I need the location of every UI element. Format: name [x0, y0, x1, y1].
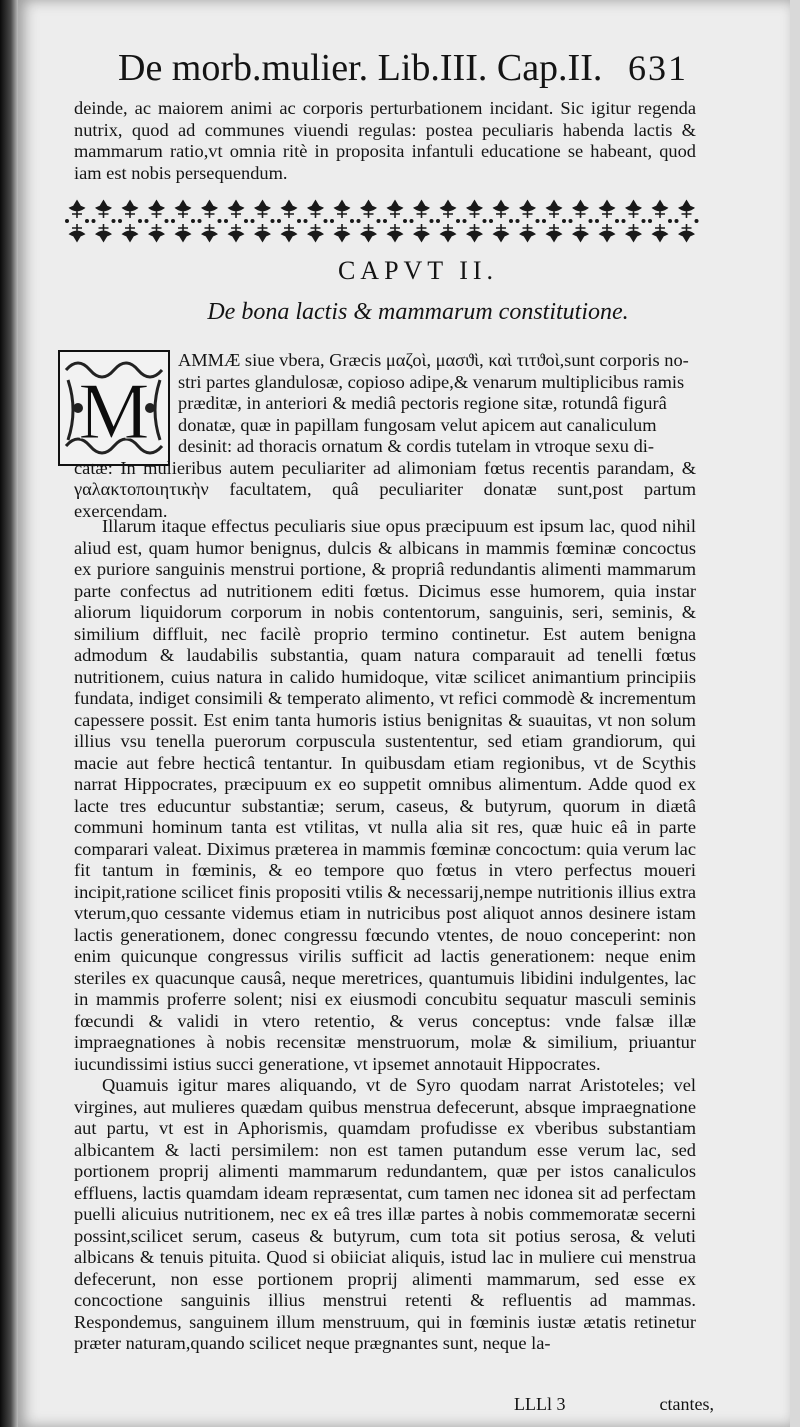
page-number: 631 [628, 48, 688, 88]
intro-paragraph: deinde, ac maiorem animi ac corporis perturbationem incidant. Sic igitur regenda nutrix, quod ad communes viuendi regulas: postea peculiaris habenda lactis & mammarum ratio,vt omnia ritè in proposita infantuli educatione se habeant, quod iam est nobis persequendum. [74, 98, 696, 183]
chapter-subtitle: De bona lactis & mammarum constitutione. [207, 299, 629, 325]
paragraph-1-continuation: catæ: In mulieribus autem peculiariter ad alimoniam fœtus recentis parandam, & γαλακτοποιητικὴν facultatem, quâ peculiariter donatæ sunt,post partum exercendam. [74, 457, 696, 521]
paragraph-1-line-3: præditæ, in anteriori & mediâ pectoris regione sitæ, rotundâ figurâ [178, 393, 667, 413]
paragraph-1-line-1: AMMÆ siue vbera, Græcis μαζοὶ, μασϑὶ, καὶ τιτϑοὶ,sunt corporis no- [178, 350, 689, 370]
drop-cap-letter: M [78, 368, 150, 456]
intro-paragraph-block [74, 98, 696, 184]
catchword: ctantes, [659, 1394, 714, 1414]
book-page [18, 0, 790, 1427]
paragraph-1 [74, 350, 696, 522]
paragraph-3: Quamuis igitur mares aliquando, vt de Syro quodam narrat Aristoteles; vel virgines, aut mulieres quædam quibus menstrua defecerunt, absque impraegnatione aut partu, vt est in Aphorismis, quamdam profudisse ex vberibus substantiam albicantem & lacti persimilem: non est tamen putandum esse verum lac, sed portionem proprij alimenti mammarum redundantem, quæ per istos canaliculos effluens, lactis quamdam ideam repræsentat, cum tamen nec idonea sit ad perfectam puelli alicuius nutritionem, nec ex eâ tres illæ partes à nobis commemoratæ secerni possint,scilicet serum, caseus & butyrum, cum tota sit potius serosa, & veluti albicans & tenuis pituita. Quod si obiiciat aliquis, istud lac in muliere cui menstrua defecerunt, non esse portionem proprij alimenti mammarum, sed esse ex concoctione sanguinis illius menstrui retenti & refluentis ad mammas. Respondemus, sanguinem illum menstruum, qui in fœminis iustæ ætatis retinetur præter naturam,quando scilicet neque prægnantes sunt, neque la- [74, 1075, 696, 1353]
fleuron-ornament-band [64, 198, 700, 244]
paragraph-1-line-4: donatæ, quæ in papillam fungosam velut apicem aut canaliculum [178, 414, 657, 435]
running-head [118, 46, 688, 96]
paragraph-1-line-2: stri partes glandulosæ, copioso adipe,& venarum multiplicibus ramis [178, 371, 685, 392]
signature-mark: LLLl 3 [514, 1394, 566, 1414]
binding-gutter [0, 0, 18, 1427]
paragraph-2: Illarum itaque effectus peculiaris siue opus præcipuum est ipsum lac, quod nihil aliud est, quam humor benignus, dulcis & albicans in mammis fœminæ concoctus ex puriore sanguinis menstrui portione, & propriâ redundantis alimenti mammarum parte confectus ad nutritionem editi fœtus. Dicimus esse humorem, quia instar aliorum liquidorum corporum in nobis contentorum, sanguinis, seri, seminis, & similium diffluit, nec facilè proprio termino continetur. Est autem benigna admodum & laudabilis substantia, quam natura comparauit ad tenelli fœtus nutritionem, cuius natura in calido humidoque, vitæ scilicet animantium principiis fundata, indiget consimili & temperato alimento, vt refici commodè & incrementum capessere possit. Est enim tanta humoris istius benignitas & suauitas, vt non solum illius vsu tenella puerorum corpuscula sustententur, sed etiam grandiorum, qui macie aut febre hecticâ tentantur. In quibusdam etiam regionibus, vt de Scythis narrat Hippocrates, præcipuum ex eo suppetit omnibus alimentum. Adde quod ex lacte tres educuntur substantiæ; serum, caseus, & butyrum, quorum in diætâ communi hominum tanta est vtilitas, vt nulla alia sit res, quæ huic eâ in parte comparari valeat. Diximus præterea in mammis fœminæ concoctum: quia verum lac fit tantum in fœminis, & eo tempore quo fœtus in vtero perfectus moueri incipit,ratione scilicet finis propositi vtilis & necessarij,nempe nutritionis illius extra vterum,quo cessante videmus etiam in nutricibus post aliquot annos desinere istam lactis generationem, donec congressu fœcundo vtentes, de nouo conceperint: non enim quicunque congressus virilis sufficit ad lactis generationem: neque enim steriles ex quacunque causâ, neque meretrices, quantumuis libidini indulgentes, lac in mammis proferre solent; nisi ex eiusmodi concubitu sequatur masculi seminis fœcundi & validi in vtero retentio, & verus conceptus: vnde falsæ illæ impraegnationes à nobis recensitæ menstruorum, molæ & similium, priuantur iucundissimi istius succi generatione, vt ipsemet annotauit Hippocrates. [74, 516, 696, 1074]
main-text-block [74, 516, 696, 1355]
paragraph-1-line-5: desinit: ad thoracis ornatum & cordis tutelam in vtroque sexu di- [178, 436, 655, 456]
chapter-heading: CAPVT II. [337, 256, 499, 285]
page-footer [514, 1394, 714, 1418]
running-head-title: De morb.mulier. Lib.III. Cap.II. [118, 47, 603, 89]
